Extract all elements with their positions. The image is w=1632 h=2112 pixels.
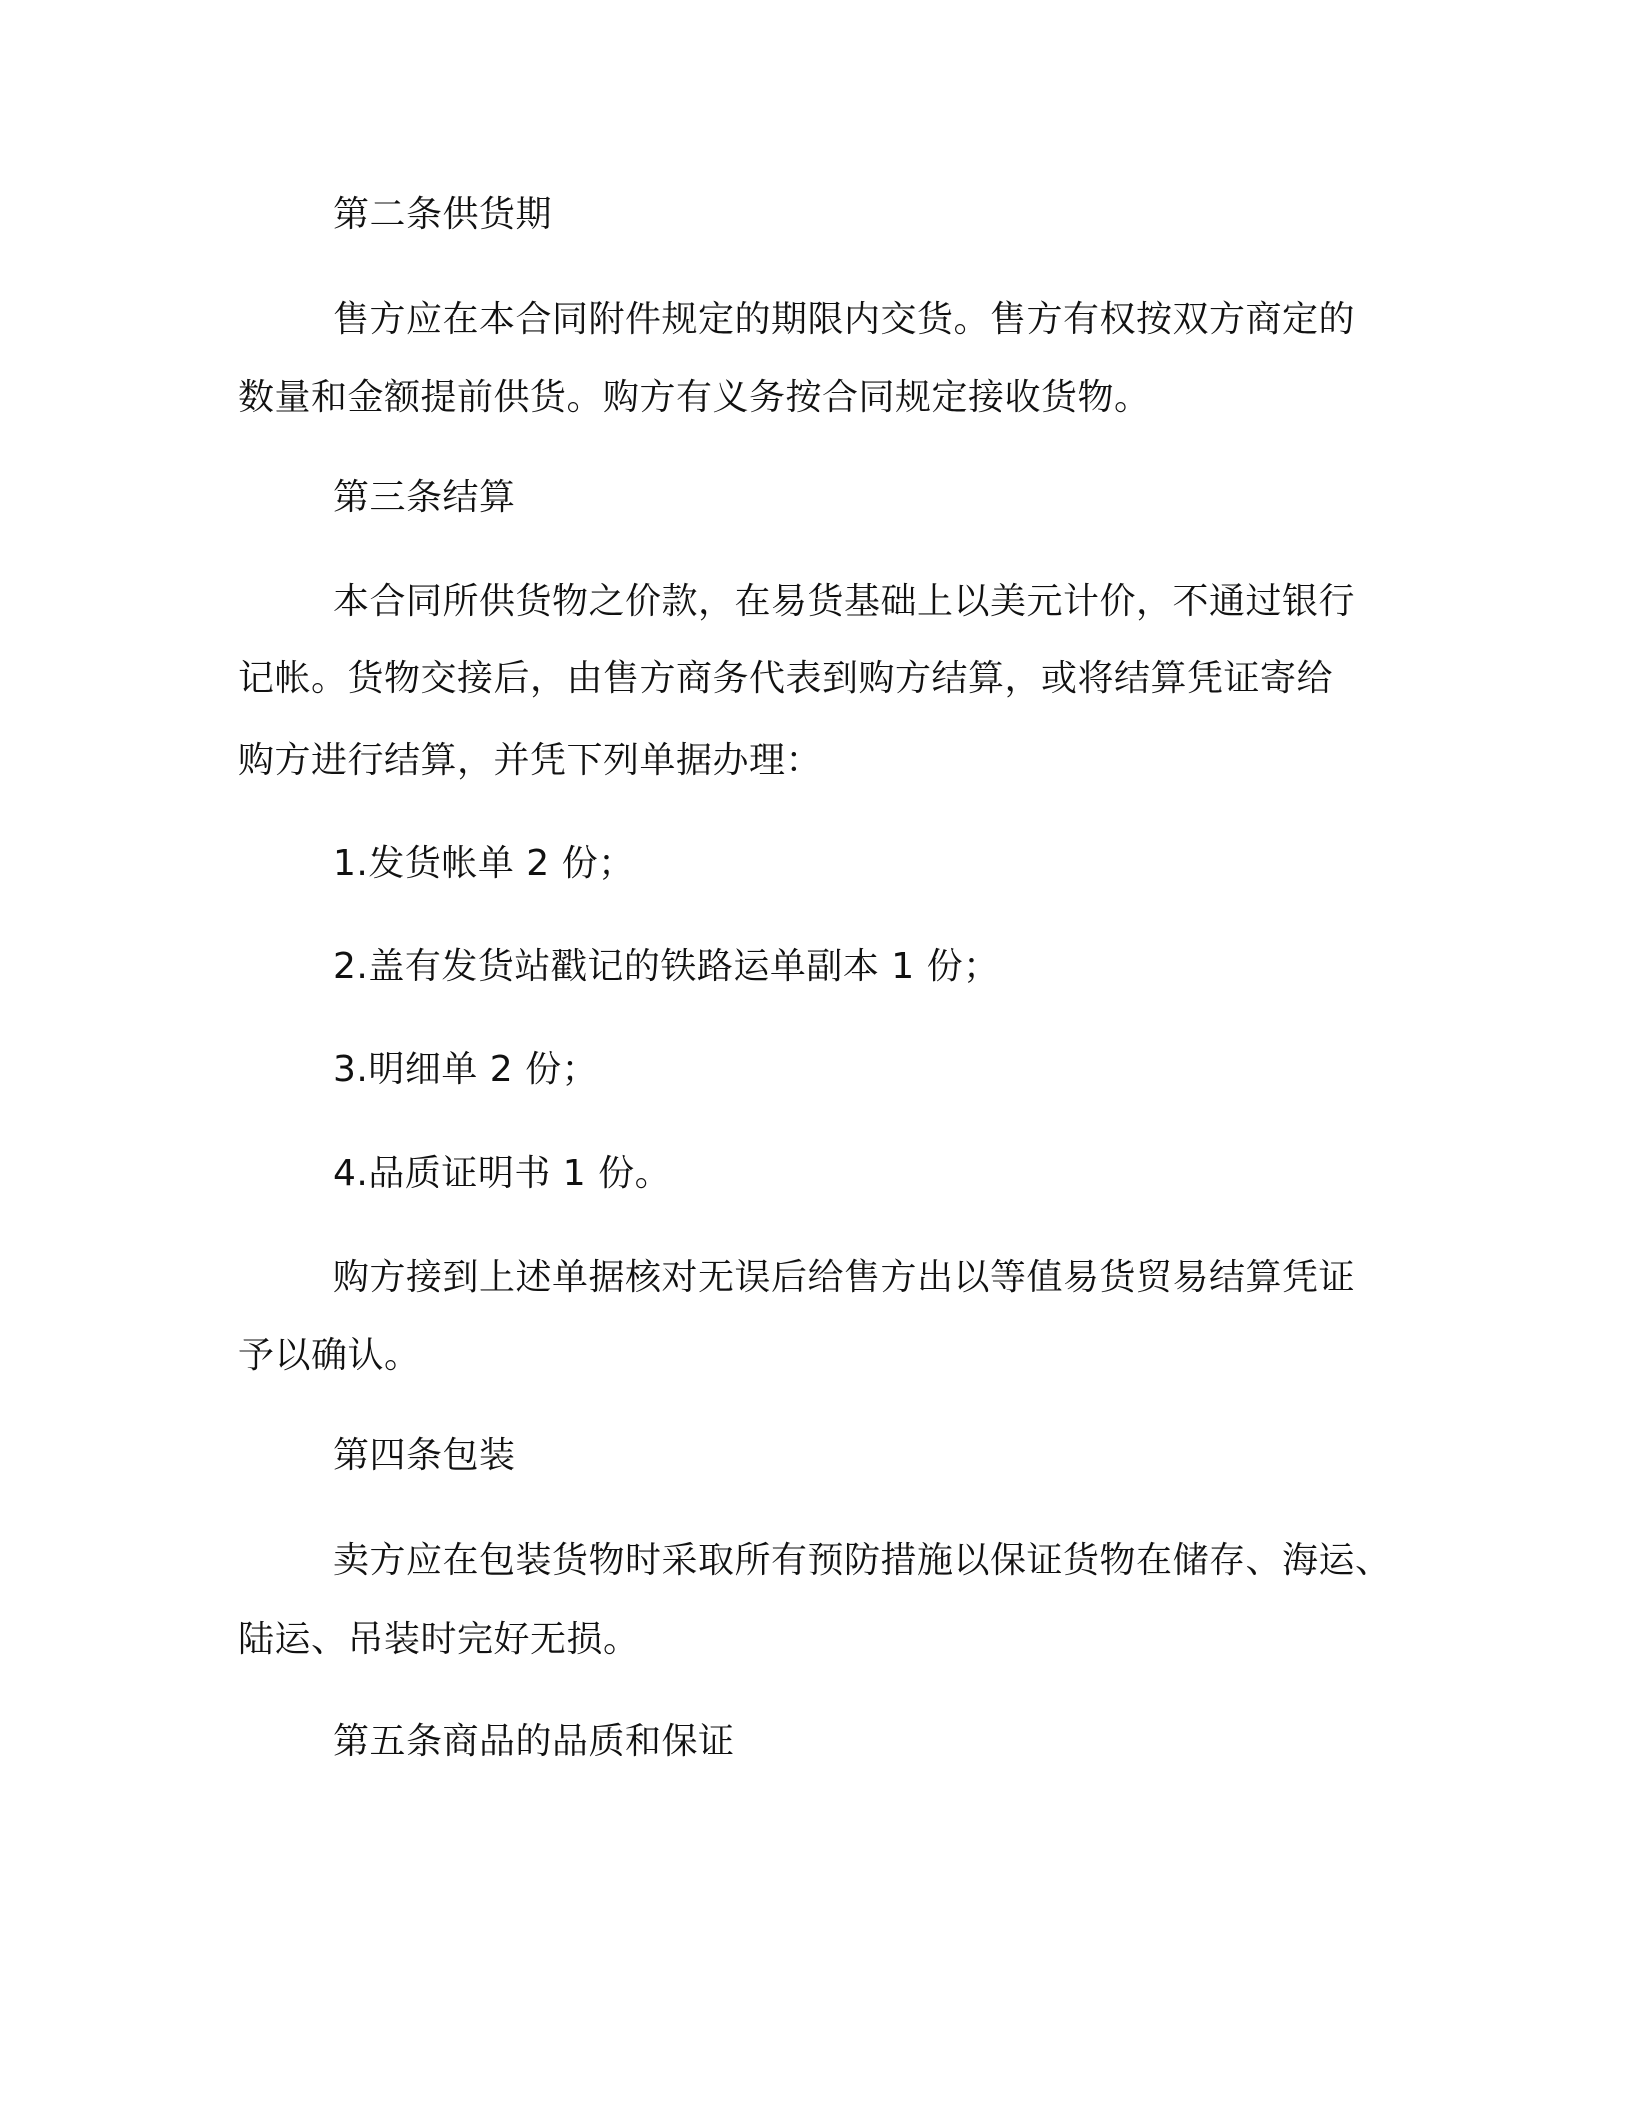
article-3-paragraph-line-3: 购方进行结算，并凭下列单据办理： — [238, 740, 823, 781]
article-4-heading: 第四条包装 — [333, 1435, 516, 1476]
article-3-heading: 第三条结算 — [333, 477, 516, 518]
article-3-closing-line-1: 购方接到上述单据核对无误后给售方出以等值易货贸易结算凭证 — [333, 1257, 1356, 1298]
article-3-paragraph-line-2: 记帐。货物交接后，由售方商务代表到购方结算，或将结算凭证寄给 — [238, 658, 1334, 699]
list-item-1: 1.发货帐单 2 份； — [333, 843, 635, 884]
list-item-2: 2.盖有发货站戳记的铁路运单副本 1 份； — [333, 946, 1000, 987]
article-3-paragraph-line-1: 本合同所供货物之价款，在易货基础上以美元计价，不通过银行 — [333, 581, 1356, 622]
article-2-heading: 第二条供货期 — [333, 194, 553, 235]
article-2-paragraph-line-2: 数量和金额提前供货。购方有义务按合同规定接收货物。 — [238, 377, 1151, 418]
article-4-paragraph-line-2: 陆运、吊装时完好无损。 — [238, 1619, 640, 1660]
list-item-3: 3.明细单 2 份； — [333, 1049, 599, 1090]
list-item-4: 4.品质证明书 1 份。 — [333, 1153, 672, 1194]
article-2-paragraph-line-1: 售方应在本合同附件规定的期限内交货。售方有权按双方商定的 — [333, 299, 1356, 340]
article-3-closing-line-2: 予以确认。 — [238, 1335, 421, 1376]
article-4-paragraph-line-1: 卖方应在包装货物时采取所有预防措施以保证货物在储存、海运、 — [333, 1540, 1392, 1581]
article-5-heading: 第五条商品的品质和保证 — [333, 1721, 735, 1762]
